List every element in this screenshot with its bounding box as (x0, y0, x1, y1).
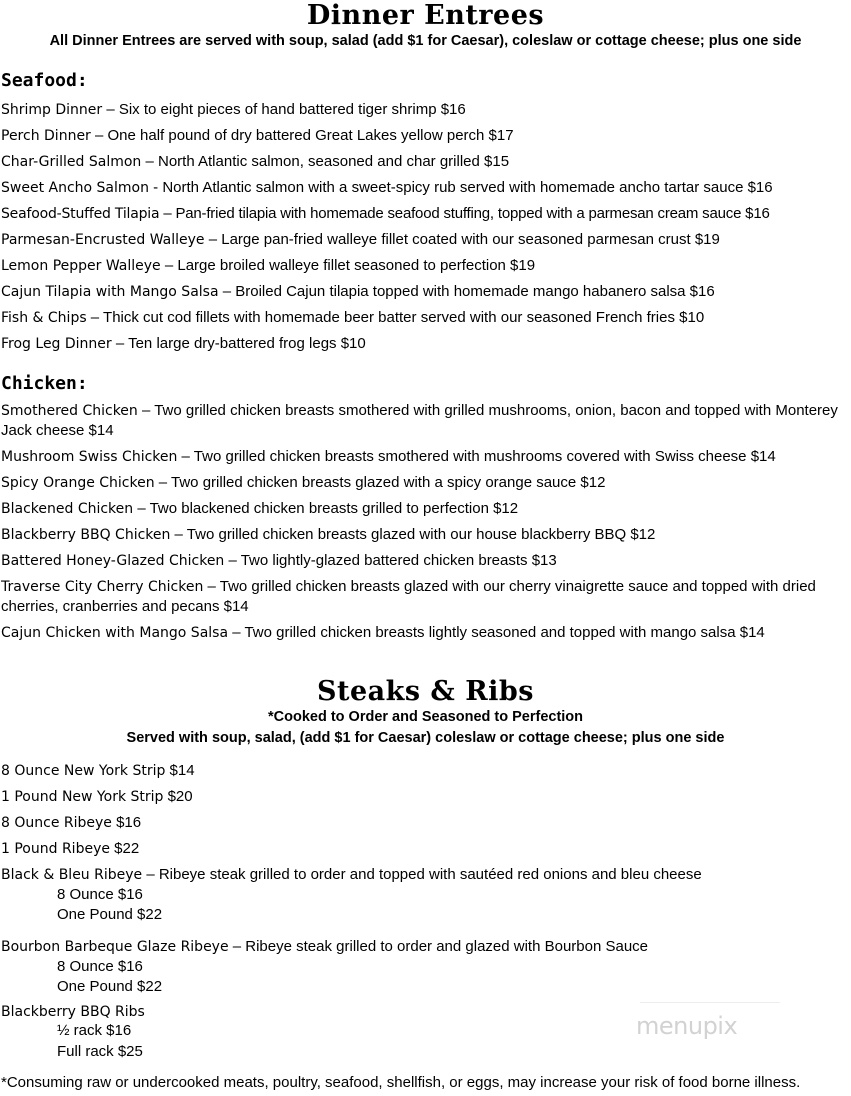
item-description: – Ribeye steak grilled to order and glazed with Bourbon Sauce (228, 938, 649, 955)
item-name: Cajun Tilapia with Mango Salsa (1, 284, 219, 300)
menu-item (1, 787, 846, 807)
menu-item (1, 551, 846, 571)
menu-item (1, 623, 846, 643)
item-description: – Six to eight pieces of hand battered tiger shrimp $16 (102, 101, 466, 118)
item-description: – Two grilled chicken breasts smothered with grilled mushrooms, onion, bacon and topped with Monterey Jack cheese $14 (1, 402, 838, 439)
footer-disclaimer: *Consuming raw or undercooked meats, poultry, seafood, shellfish, or eggs, may increase your risk of food borne illness. (1, 1074, 801, 1091)
menu-item (1, 334, 846, 354)
dinner-subtitle: All Dinner Entrees are served with soup, salad (add $1 for Caesar), coleslaw or cottage cheese; plus one side (49, 33, 802, 49)
item-name: 8 Ounce Ribeye (1, 815, 112, 831)
item-option: Full rack $25 (57, 1043, 143, 1060)
menu-item (1, 499, 846, 519)
item-description: – One half pound of dry battered Great Lakes yellow perch $17 (90, 127, 514, 144)
menu-item (1, 761, 846, 781)
item-name: Parmesan-Encrusted Walleye (1, 232, 205, 248)
item-description: – Two grilled chicken breasts glazed with our house blackberry BBQ $12 (170, 526, 656, 543)
item-description: – Large pan-fried walleye fillet coated with our seasoned parmesan crust $19 (204, 231, 720, 248)
item-description: – Large broiled walleye fillet seasoned to perfection $19 (160, 257, 536, 274)
item-price: $14 (165, 762, 195, 779)
menu-item (1, 204, 846, 224)
item-description: – Thick cut cod fillets with homemade beer batter served with our seasoned French fries $10 (86, 309, 705, 326)
menu-item (1, 230, 846, 250)
item-description: - North Atlantic salmon with a sweet-spicy rub served with homemade ancho tartar sauce $16 (148, 179, 773, 196)
item-name: Lemon Pepper Walleye (1, 258, 161, 274)
section-heading-seafood: Seafood: (1, 70, 88, 91)
menu-item (1, 126, 846, 146)
item-description: – Ribeye steak grilled to order and topped with sautéed red onions and bleu cheese (142, 866, 702, 883)
item-description: – North Atlantic salmon, seasoned and char grilled $15 (141, 153, 510, 170)
item-name: Frog Leg Dinner (1, 336, 112, 352)
item-name: Battered Honey-Glazed Chicken (1, 553, 225, 569)
section-title-steaks: Steaks & Ribs (316, 676, 534, 707)
item-name: Black & Bleu Ribeye (1, 867, 143, 883)
menu-item (1, 525, 846, 545)
item-name: Cajun Chicken with Mango Salsa (1, 625, 229, 641)
item-name: Blackberry BBQ Chicken (1, 527, 171, 543)
item-price: $20 (163, 788, 193, 805)
menu-item (1, 100, 846, 120)
menu-item (1, 447, 846, 467)
watermark-logo: menupix (636, 1012, 738, 1040)
menu-item (1, 178, 846, 198)
item-name: Blackened Chicken (1, 501, 134, 517)
item-name: Seafood-Stuffed Tilapia (1, 206, 160, 222)
steaks-subtitle: Served with soup, salad, (add $1 for Caesar) coleslaw or cottage cheese; plus one side (126, 730, 725, 746)
menu-item (1, 401, 846, 441)
item-name: Char-Grilled Salmon (1, 154, 142, 170)
item-name: Bourbon Barbeque Glaze Ribeye (1, 939, 229, 955)
menu-item (1, 813, 846, 833)
item-name: 8 Ounce New York Strip (1, 763, 166, 779)
menu-item (1, 577, 846, 617)
item-name: Traverse City Cherry Chicken (1, 579, 204, 595)
item-price: $22 (109, 840, 140, 857)
menu-item (1, 308, 846, 328)
item-option: One Pound $22 (57, 978, 163, 995)
item-description: – Two grilled chicken breasts smothered with mushrooms covered with Swiss cheese $14 (177, 448, 776, 465)
item-option: 8 Ounce $16 (57, 886, 143, 903)
item-name: Shrimp Dinner (1, 102, 103, 118)
item-description: – Broiled Cajun tilapia topped with homemade mango habanero salsa $16 (218, 283, 715, 300)
item-name: Perch Dinner (1, 128, 91, 144)
menu-item (1, 937, 846, 957)
watermark-rule (640, 1002, 780, 1003)
item-name: Mushroom Swiss Chicken (1, 449, 178, 465)
menu-item (1, 865, 846, 885)
menu-item (1, 152, 846, 172)
page-title: Dinner Entrees (306, 0, 545, 31)
menu-item (1, 473, 846, 493)
item-description: – Two blackened chicken breasts grilled to perfection $12 (133, 500, 519, 517)
item-name: 1 Pound New York Strip (1, 789, 164, 805)
item-option: One Pound $22 (57, 906, 163, 923)
menu-item (1, 282, 846, 302)
section-heading-chicken: Chicken: (1, 373, 88, 394)
menu-item (1, 839, 846, 859)
item-description: – Two lightly-glazed battered chicken breasts $13 (224, 552, 557, 569)
item-name: 1 Pound Ribeye (1, 841, 110, 857)
item-description: – Pan-fried tilapia with homemade seafood stuffing, topped with a parmesan cream sauce $16 (159, 205, 770, 222)
item-description: – Ten large dry-battered frog legs $10 (111, 335, 366, 352)
item-name: Sweet Ancho Salmon (1, 180, 149, 196)
item-name: Blackberry BBQ Ribs (1, 1004, 145, 1020)
item-name: Fish & Chips (1, 310, 87, 326)
item-price: $16 (111, 814, 142, 831)
item-description: – Two grilled chicken breasts glazed with our cherry vinaigrette sauce and topped with dried cherries, cranberries and pecans $14 (1, 578, 816, 615)
item-name: Smothered Chicken (1, 403, 138, 419)
menu-item (1, 256, 846, 276)
steaks-note: *Cooked to Order and Seasoned to Perfection (267, 709, 584, 725)
item-option: ½ rack $16 (57, 1022, 132, 1039)
item-option: 8 Ounce $16 (57, 958, 143, 975)
item-description: – Two grilled chicken breasts glazed with a spicy orange sauce $12 (154, 474, 606, 491)
item-description: – Two grilled chicken breasts lightly seasoned and topped with mango salsa $14 (228, 624, 765, 641)
item-name: Spicy Orange Chicken (1, 475, 155, 491)
